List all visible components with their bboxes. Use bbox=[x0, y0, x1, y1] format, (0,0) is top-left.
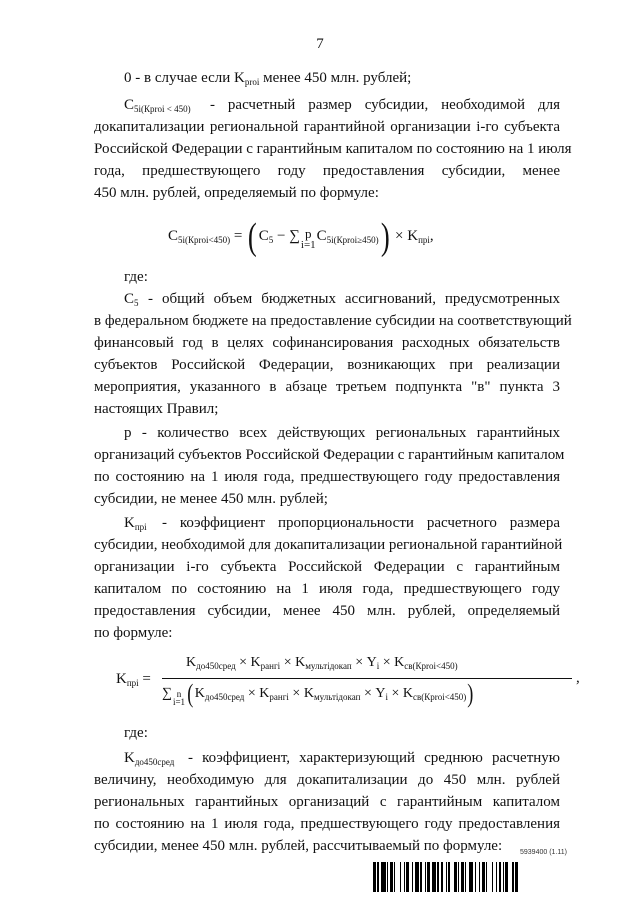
formula-coefficient-lhs: $K_{прi}$ = bbox=[116, 671, 151, 688]
text-line: капиталом по состоянию на 1 июля года, предшествующего году bbox=[94, 581, 560, 597]
formula-coefficient-numerator: $K_{до450сред} \times K_{рангi} \times K_{мультідокап} \times Y_i \times K_{св(Кproi<450)}$ bbox=[186, 655, 458, 671]
text-line: по состоянию на 1 июля года, предшествующего году предоставления bbox=[94, 816, 560, 832]
text-line: субсидии, необходимой для докапитализации региональной гарантийной bbox=[94, 537, 563, 553]
text-line: $K_{прi}$ - коэффициент пропорциональности расчетного размера bbox=[124, 515, 560, 532]
text-line: величину, необходимую для докапитализации до 450 млн. рублей bbox=[94, 772, 560, 788]
text-line: докапитализации региональной гарантийной организации i-го субъекта bbox=[94, 119, 560, 135]
text-line: где: bbox=[124, 269, 148, 285]
formula-comma: , bbox=[576, 670, 580, 686]
text-line: настоящих Правил; bbox=[94, 401, 219, 417]
barcode-stripe bbox=[518, 862, 519, 892]
text-line: 0 - в случае если $K_{proi}$ менее 450 млн. рублей; bbox=[124, 70, 412, 87]
text-line: где: bbox=[124, 725, 148, 741]
text-line: $С_5$ - общий объем бюджетных ассигнований, предусмотренных bbox=[124, 291, 560, 308]
text-line: года, предшествующего году предоставления субсидии, менее bbox=[94, 163, 560, 179]
text-line: Российской Федерации с гарантийным капиталом по состоянию на 1 июля bbox=[94, 141, 572, 157]
text-line: региональных гарантийных организаций с гарантийным капиталом bbox=[94, 794, 560, 810]
text-line: субъектов Российской Федерации, возникающих при реализации bbox=[94, 357, 560, 373]
text-line: по состоянию на 1 июля года, предшествующего году предоставления bbox=[94, 469, 560, 485]
fraction-bar bbox=[162, 678, 572, 679]
barcode bbox=[373, 862, 581, 892]
formula-coefficient-denominator: ∑ n $i=1(K_{до450сред} \times K_{рангi} \times K_{мультідокап} \times Y_i \times K_{св(Кproi<450)})$ bbox=[162, 679, 474, 708]
text-line: финансовый год в целях софинансирования расходных обязательств bbox=[94, 335, 560, 351]
text-line: 450 млн. рублей, определяемый по формуле: bbox=[94, 185, 379, 201]
text-line: мероприятия, указанного в абзаце третьем подпункта "в" пункта 3 bbox=[94, 379, 560, 395]
text-line: по формуле: bbox=[94, 625, 173, 641]
text-line: предоставления субсидии, менее 450 млн. рублей, определяемый bbox=[94, 603, 560, 619]
text-line: в федеральном бюджете на предоставление субсидии на соответствующий bbox=[94, 313, 572, 329]
text-line: $С_{5i(Кproi < 450)}$ - расчетный размер субсидии, необходимой для bbox=[124, 97, 560, 114]
text-line: организации i-го субъекта Российской Федерации с гарантийным bbox=[94, 559, 560, 575]
document-code: 5939400 (1.11) bbox=[520, 849, 567, 856]
text-line: p - количество всех действующих региональных гарантийных bbox=[124, 425, 560, 441]
page-number: 7 bbox=[316, 36, 324, 52]
text-line: субсидии, менее 450 млн. рублей, рассчитываемый по формуле: bbox=[94, 838, 503, 854]
text-line: субсидии, не менее 450 млн. рублей; bbox=[94, 491, 328, 507]
text-line: $K_{до450сред}$ - коэффициент, характеризующий среднюю расчетную bbox=[124, 750, 560, 767]
formula-subsidy: $C_{5i(Кproi<450)}$ = ( $C_5$ − ∑ p $i=1C_{5i(Кproi\ge 450)}) \times K_{прi}$, bbox=[168, 216, 434, 258]
text-line: организаций субъектов Российской Федерации с гарантийным капиталом bbox=[94, 447, 565, 463]
